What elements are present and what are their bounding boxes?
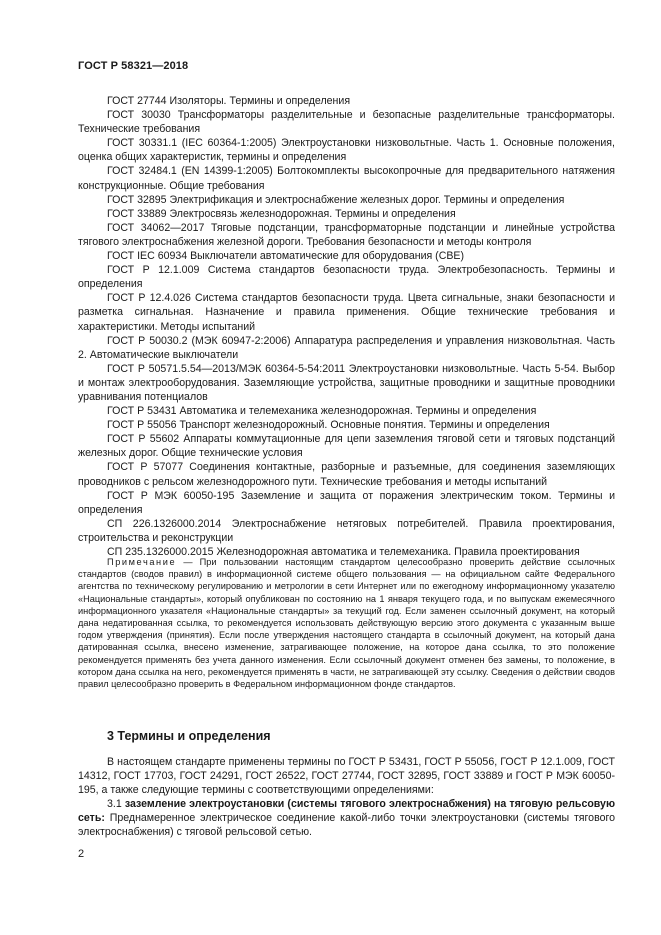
- reference-item: ГОСТ Р 50030.2 (МЭК 60947-2:2006) Аппаратура распределения и управления низковольтная. Часть 2. Автоматические выключатели: [78, 334, 615, 361]
- reference-item: ГОСТ 30030 Трансформаторы разделительные и безопасные разделительные трансформаторы. Технические требования: [78, 109, 615, 136]
- term-name: заземление электроустановки (системы тягового электроснабжения) на тяговую рельсовую сеть:: [78, 798, 615, 825]
- term-number: 3.1: [107, 798, 122, 811]
- reference-item: ГОСТ Р 50571.5.54—2013/МЭК 60364-5-54:2011 Электроустановки низковольтные. Часть 5-54. Выбор и монтаж электрооборудования. Заземляющие устройства, защитные проводники и защитные проводники уравнивания потенциалов: [78, 362, 615, 403]
- reference-item: ГОСТ 34062—2017 Тяговые подстанции, трансформаторные подстанции и линейные устройства тягового электроснабжения железной дороги. Требования безопасности и методы контроля: [78, 221, 615, 248]
- reference-item: СП 226.1326000.2014 Электроснабжение нетяговых потребителей. Правила проектирования, строительства и реконструкции: [78, 517, 615, 544]
- document-header: ГОСТ Р 58321—2018: [78, 60, 189, 72]
- reference-item: ГОСТ IEC 60934 Выключатели автоматические для оборудования (СВЕ): [107, 250, 465, 263]
- page-number: 2: [78, 848, 85, 860]
- note-paragraph: [78, 556, 615, 690]
- section-heading: 3 Термины и определения: [107, 729, 271, 743]
- term-definition-text: Преднамеренное электрическое соединение какой-либо точки электроустановки (системы тягового электроснабжения) с тяговой рельсовой сетью.: [78, 812, 615, 839]
- reference-item: ГОСТ Р 12.1.009 Система стандартов безопасности труда. Электробезопасность. Термины и определения: [78, 264, 615, 291]
- section-body: [78, 755, 615, 840]
- reference-item: ГОСТ 30331.1 (IEC 60364-1:2005) Электроустановки низковольтные. Часть 1. Основные положения, оценка общих характеристик, термины и определения: [78, 137, 615, 164]
- normative-references: [78, 94, 615, 559]
- reference-item: ГОСТ Р 12.4.026 Система стандартов безопасности труда. Цвета сигнальные, знаки безопасности и разметка сигнальная. Назначение и правила применения. Общие технические требования и характеристики. Методы испытаний: [78, 292, 615, 333]
- note-text: — При пользовании настоящим стандартом целесообразно проверить действие ссылочных стандартов (сводов правил) в информационной системе общего пользования — на официальном сайте Федерального агентства по техническому регулированию и метрологии в сети Интернет или по ежегодному информационному указателю «Национальные стандарты», который опубликован по состоянию на 1 января текущего года, и по выпускам ежемесячного информационного указателя «Национальные стандарты» за текущий год. Если заменен ссылочный документ, на который дана недатированная ссылка, то рекомендуется использовать действующую версию этого документа с указанным выше годом утверждения (принятия). Если после утверждения настоящего стандарта в ссылочный документ, на который дана датированная ссылка, внесено изменение, затрагивающее положение, на которое дана ссылка, то это положение рекомендуется применять без учета данного изменения. Если ссылочный документ отменен без замены, то положение, в котором дана ссылка на него, рекомендуется применять в части, не затрагивающей эту ссылку. Сведения о действии сводов правил целесообразно проверить в Федеральном информационном фонде стандартов.: [78, 557, 616, 690]
- reference-item: ГОСТ 27744 Изоляторы. Термины и определения: [107, 95, 351, 107]
- reference-item: ГОСТ Р 55056 Транспорт железнодорожный. Основные понятия. Термины и определения: [107, 419, 550, 432]
- term-definition: [78, 797, 615, 839]
- reference-item: ГОСТ Р МЭК 60050-195 Заземление и защита от поражения электрическим током. Термины и определения: [78, 489, 615, 516]
- reference-item: ГОСТ 32895 Электрификация и электроснабжение железных дорог. Термины и определения: [107, 193, 565, 206]
- reference-item: ГОСТ Р 55602 Аппараты коммутационные для цепи заземления тяговой сети и тяговых подстанций железных дорог. Общие технические условия: [78, 433, 615, 460]
- reference-item: ГОСТ 33889 Электросвязь железнодорожная. Термины и определения: [107, 207, 456, 220]
- reference-item: ГОСТ Р 53431 Автоматика и телемеханика железнодорожная. Термины и определения: [107, 405, 537, 418]
- reference-item: ГОСТ Р 57077 Соединения контактные, разборные и разъемные, для соединения заземляющих проводников с рельсом железнодорожного пути. Технические требования и методы испытаний: [78, 461, 615, 488]
- section-intro: В настоящем стандарте применены термины по ГОСТ Р 53431, ГОСТ Р 55056, ГОСТ Р 12.1.009, ГОСТ 14312, ГОСТ 17703, ГОСТ 24291, ГОСТ 26522, ГОСТ 27744, ГОСТ 32895, ГОСТ 33889 и ГОСТ Р МЭК 60050-195, а также следующие термины с соответствующими определениями:: [78, 756, 615, 797]
- note-label: Примечание: [107, 557, 177, 567]
- reference-item: СП 235.1326000.2015 Железнодорожная автоматика и телемеханика. Правила проектирования: [107, 546, 580, 558]
- reference-item: ГОСТ 32484.1 (EN 14399-1:2005) Болтокомплекты высокопрочные для предварительного натяжения конструкционные. Общие требования: [78, 165, 615, 192]
